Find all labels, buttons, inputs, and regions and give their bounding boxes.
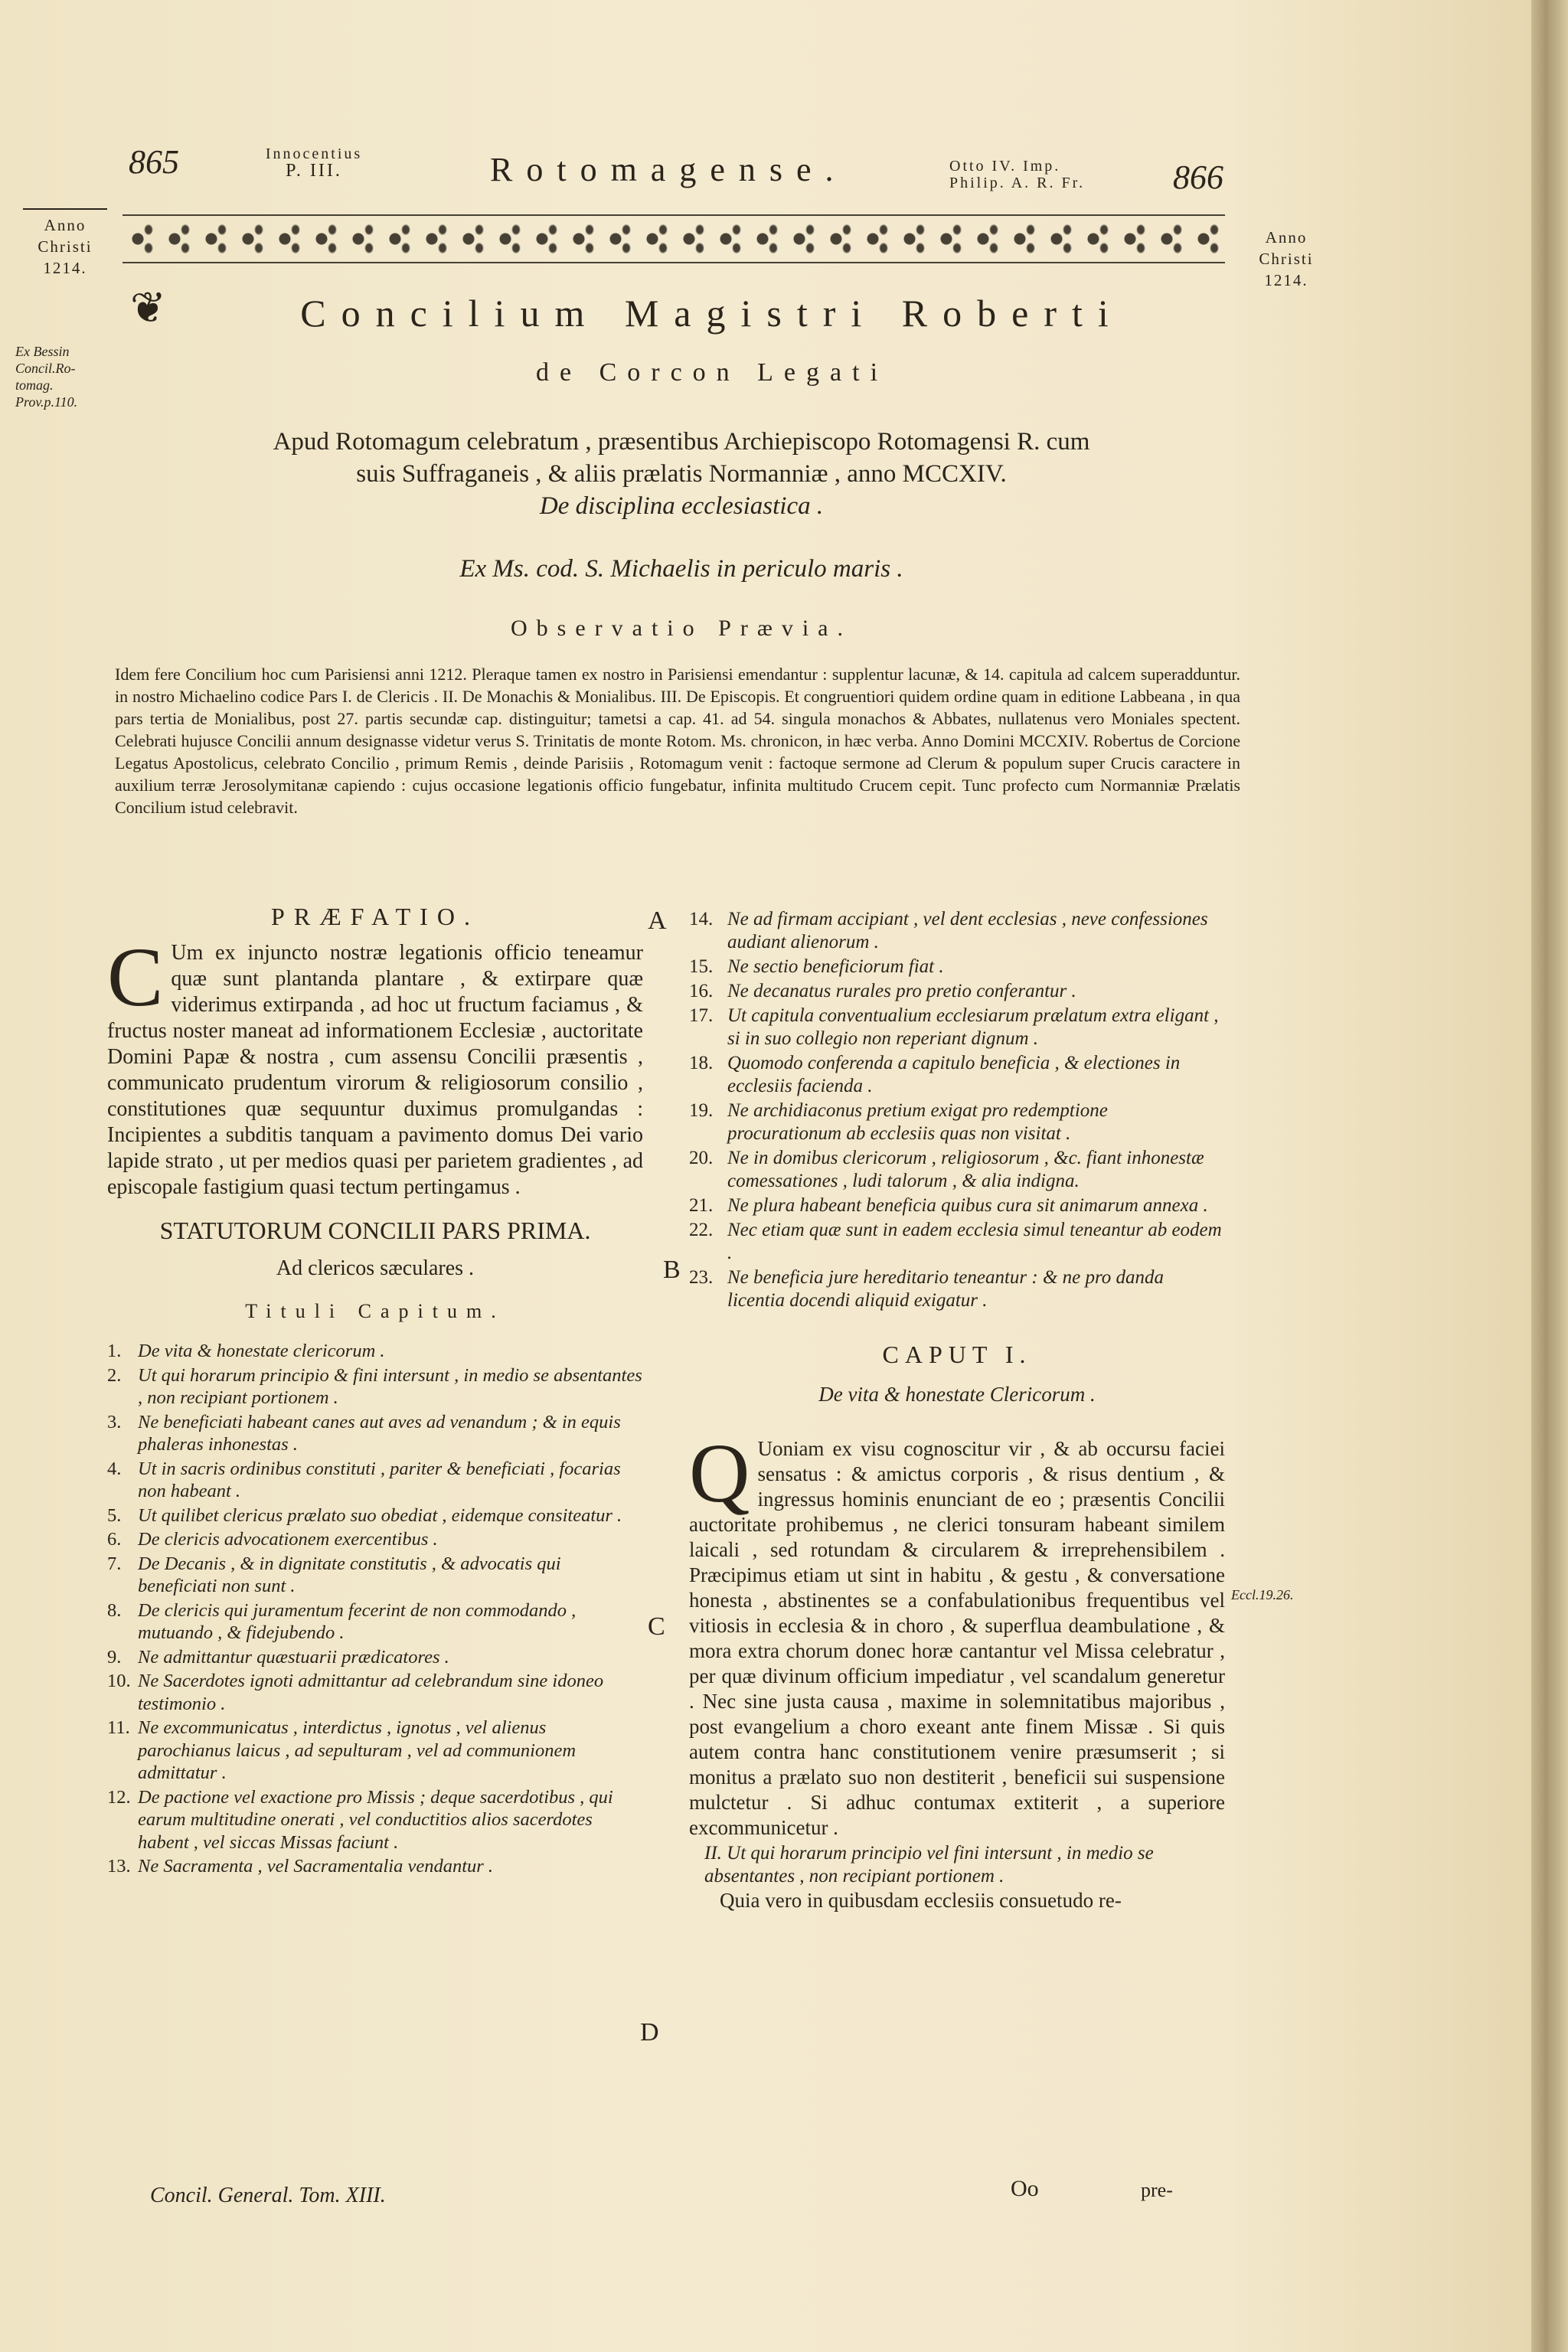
footer-volume: Concil. General. Tom. XIII. (150, 2184, 386, 2207)
item-number: 1. (107, 1341, 122, 1361)
source-line: Ex Ms. cod. S. Michaelis in periculo maris . (459, 555, 903, 583)
item-number: 13. (107, 1856, 131, 1877)
running-head-pope (253, 145, 375, 179)
item-number: 6. (107, 1529, 122, 1550)
pope-line2: P. III. (286, 161, 342, 181)
caput-subtitle: De vita & honestate Clericorum . (818, 1383, 1096, 1406)
item-text: Ne excommunicatus , interdictus , ignotus , vel alienus parochianus laicus , ad sepulturam , vel ad communionem admittatur . (138, 1717, 577, 1783)
item-text: Ne in domibus clericorum , religiosorum , &c. fiant inhonestæ comessationes , ludi talorum , & alia indigna. (727, 1148, 1204, 1191)
item-number: 8. (107, 1599, 122, 1621)
item-number: 17. (689, 1005, 714, 1026)
item-number: 18. (689, 1053, 714, 1073)
left-column (107, 903, 643, 1880)
item-text: Ne ad firmam accipiant , vel dent ecclesias , neve confessiones audiant alienorum . (727, 909, 1208, 952)
item-text: De pactione vel exactione pro Missis ; deque sacerdotibus , qui earum multitudine onerati , vel conductitios alios sacerdotes habent , vel siccas Missas faciunt . (138, 1786, 613, 1853)
list-item (107, 1717, 643, 1785)
praefatio-paragraph (107, 930, 643, 1200)
item-text: De clericis advocationem exercentibus . (138, 1529, 438, 1550)
observatio-text: Idem fere Concilium hoc cum Parisiensi anni 1212. Pleraque tamen ex nostro in Parisiensi emendantur : supplentur lacunæ, & 14. capitula ad calcem superadduntur. in nostro Michaelino codice Pars I. de Clericis . II. De Monachis & Monialibus. III. De Episcopis. Et congruentiori quidem ordine quam in editione Labbeana , in qua pars tertia de Monialibus, post 27. partis secundæ cap. distinguitur; tametsi a cap. 41. ad 54. singula monachos & Abbates, nullatenus vero Moniales spectent. Celebrati hujusce Concilii annum designasse videtur verus S. Trinitatis de monte Rotom. Ms. chronicon, in hæc verba. Anno Domini MCCXIV. Robertus de Corcione Legatus Apostolicus, celebrato Concilio , primum Remis , deinde Parisiis , Rotomagum venit : factoque sermone ad Clerum & populum super Crucis caractere in auxilium terræ Jerosolymitanæ capiendo : cujus occasione legationis officio fungebatur, infinita multitudo Crucem cepit. Tunc profecto cum Normanniæ Prælatis Concilium istud celebravit. (115, 665, 1240, 817)
council-subtitle: de Corcon Legati (535, 358, 889, 387)
item-number: 12. (107, 1786, 131, 1808)
margin-letter-d: D (640, 2018, 659, 2047)
year-left-line1: Anno (44, 216, 87, 234)
year-right (1240, 227, 1332, 291)
year-left-line3: 1214. (43, 259, 87, 277)
item-number: 20. (689, 1148, 714, 1168)
item-number: 23. (689, 1267, 714, 1288)
caput-heading: CAPUT I. (882, 1341, 1032, 1368)
list-item (107, 1855, 643, 1878)
pars-prima-sub: Ad clericos sæculares . (276, 1256, 475, 1280)
list-item (107, 1553, 643, 1598)
item-number: 15. (689, 956, 714, 977)
signature-mark: Oo (1011, 2176, 1039, 2201)
tituli-list (107, 1340, 643, 1878)
item-number: 11. (107, 1717, 130, 1738)
praefatio-heading: PRÆFATIO. (271, 903, 479, 930)
catchword: pre- (1141, 2179, 1173, 2201)
margin-letter-c: C (648, 1612, 665, 1641)
item-text: Ut capitula conventualium ecclesiarum prælatum extra eligant , si in suo collegio non reperiant dignum . (727, 1005, 1219, 1049)
list-item (107, 1411, 643, 1456)
item-number: 22. (689, 1220, 714, 1240)
item-text: Ne Sacerdotes ignoti admittantur ad celebrandum sine idoneo testimonio . (138, 1671, 604, 1714)
emperor-line1: Otto IV. Imp. (949, 158, 1061, 175)
item-number: 21. (689, 1195, 714, 1216)
title-desc-line2: suis Suffraganeis , & aliis prælatis Normanniæ , anno MCCXIV. (356, 460, 1007, 488)
item-text: Nec etiam quæ sunt in eadem ecclesia simul teneantur ab eodem . (727, 1220, 1222, 1263)
item-text: Ne admittantur quæstuarii prædicatores . (138, 1646, 449, 1668)
item-text: Ut qui horarum principio & fini intersunt , in medio se absentantes , non recipiant portionem . (138, 1364, 642, 1408)
item-number: 14. (689, 909, 714, 929)
list-item (689, 1219, 1225, 1265)
margin-source-line3: tomag. (15, 377, 54, 393)
list-item (689, 1194, 1225, 1217)
year-right-line3: 1214. (1264, 271, 1308, 289)
list-item (107, 1528, 643, 1551)
item-text: Ut in sacris ordinibus constituti , pariter & beneficiati , focarias non habeant . (138, 1458, 621, 1501)
title-desc-line3: De disciplina ecclesiastica . (539, 492, 824, 520)
caput-text: Uoniam ex visu cognoscitur vir , & ab occursu faciei sensatus : & amictus corporis , & risus dentium , & ingressus hominis enunciant de eo ; præsentis Concilii auctoritate prohibemus , ne clerici tonsuram habeant similem laicali , sed rotundam & circularem & irreprehensibilem . Præcipimus etiam ut sint in habitu , & gestu , & conversatione honesta , abstinentes se a confabulationibus frequentibus vel vitiosis in ecclesia & in choro , & superflua deambulatione , & mora extra chorum donec horæ cantantur vel Missa celebratur , per quæ divinum officium impediatur , vel scandalum generetur . Nec sine justa causa , maxime in solemnitatibus majoribus , post evangelium a choro exeant ante finem Missæ . Si quis autem contra hanc constitutionem venire præsumserit ; si monitus a prælato suo non destiterit , beneficii sui suspensione mulctetur . Si adhuc contumax extiterit , a superiore excommunicetur . (689, 1437, 1225, 1839)
list-item (107, 1364, 643, 1410)
list-item (689, 1147, 1225, 1193)
caput-ii-title: II. Ut qui horarum principio vel fini intersunt , in medio se absentantes , non recipiant portionem . (704, 1843, 1154, 1886)
item-text: Ne archidiaconus pretium exigat pro redemptione procurationum ab ecclesiis quas non visitat . (727, 1100, 1108, 1144)
praefatio-dropcap: C (107, 930, 164, 1024)
list-item (689, 980, 1225, 1003)
emperor-line2: Philip. A. R. Fr. (949, 175, 1086, 191)
item-number: 16. (689, 981, 714, 1001)
margin-reference: Eccl.19.26. (1231, 1587, 1294, 1602)
praefatio-text: Um ex injuncto nostræ legationis officio teneamur quæ sunt plantanda plantare , & extirpare quæ viderimus extirpanda , ad hoc ut fructum faciamus , & fructus noster maneat ad informationem Ecclesiæ , auctoritate Domini Papæ & nostra , cum assensu Concilii præsentis , communicato prudentum virorum & religiosorum consilio , constitutiones quæ sequuntur duximus promulgandas : Incipientes a subditis tanquam a pavimento domus Dei vario lapide strato , ut per medios quasi per parietem gradientes , ad episcopale fastigium quasi tectum pertingamus . (107, 941, 643, 1199)
item-number: 2. (107, 1364, 122, 1386)
observatio-heading: Observatio Prævia. (511, 616, 852, 641)
tituli-list-continued (689, 908, 1225, 1312)
list-item (107, 1504, 643, 1527)
caput-ii-text: Quia vero in quibusdam ecclesiis consuetudo re- (720, 1889, 1122, 1912)
item-text: Quomodo conferenda a capitulo beneficia , & electiones in ecclesiis facienda . (727, 1053, 1181, 1096)
page-number-right: 866 (1173, 158, 1223, 196)
list-item (107, 1670, 643, 1715)
running-title: Rotomagense. (490, 151, 848, 188)
item-text: De clericis qui juramentum fecerint de non commodando , mutuando , & fidejubendo . (138, 1599, 577, 1643)
item-text: Ne sectio beneficiorum fiat . (727, 956, 944, 977)
margin-letter-a: A (648, 906, 667, 935)
running-head-emperor (949, 158, 1141, 191)
year-left (23, 208, 107, 279)
pope-line1: Innocentius (265, 145, 363, 162)
item-text: Ne beneficiati habeant canes aut aves ad venandum ; & in equis phaleras inhonestas . (138, 1411, 621, 1455)
year-left-line2: Christi (38, 237, 93, 256)
page-number-left: 865 (129, 143, 179, 181)
item-number: 4. (107, 1458, 122, 1479)
item-number: 10. (107, 1671, 131, 1691)
item-number: 7. (107, 1553, 122, 1574)
margin-source-line1: Ex Bessin (15, 344, 70, 359)
list-item (107, 1458, 643, 1503)
year-right-line1: Anno (1265, 228, 1308, 247)
item-text: Ne Sacramenta , vel Sacramentalia vendantur . (138, 1856, 494, 1877)
item-text: Ut quilibet clericus prælato suo obediat , eidemque consiteatur . (138, 1504, 622, 1526)
title-desc-line1: Apud Rotomagum celebratum , præsentibus Archiepiscopo Rotomagensi R. cum (273, 428, 1090, 456)
item-text: Ne plura habeant beneficia quibus cura sit animarum annexa . (727, 1195, 1208, 1216)
list-item (689, 1099, 1225, 1145)
list-item (689, 956, 1225, 978)
margin-source-note (15, 343, 115, 410)
item-number: 5. (107, 1504, 122, 1526)
caput-dropcap: Q (689, 1426, 750, 1520)
margin-source-line2: Concil.Ro- (15, 361, 76, 376)
year-right-line2: Christi (1259, 250, 1314, 268)
pars-prima-heading: STATUTORUM CONCILII PARS PRIMA. (159, 1217, 591, 1244)
item-text: Ne beneficia jure hereditario teneantur : & ne pro danda licentia docendi aliquid exigatur . (727, 1267, 1165, 1311)
fleuron-icon: ❦ (130, 285, 166, 332)
list-item (107, 1786, 643, 1854)
margin-letter-b: B (663, 1256, 681, 1284)
list-item (689, 1004, 1225, 1050)
tituli-heading: Tituli Capitum. (245, 1300, 505, 1322)
list-item (107, 1340, 643, 1363)
item-text: Ne decanatus rurales pro pretio conferantur . (727, 981, 1076, 1001)
item-number: 9. (107, 1646, 122, 1668)
item-text: De vita & honestate clericorum . (138, 1341, 385, 1361)
book-gutter (1531, 0, 1568, 2352)
list-item (689, 1266, 1225, 1312)
council-title: Concilium Magistri Roberti (300, 292, 1124, 335)
list-item (107, 1599, 643, 1645)
title-description (130, 426, 1233, 522)
decorative-border (122, 214, 1225, 263)
margin-source-line4: Prov.p.110. (15, 394, 78, 410)
item-number: 3. (107, 1411, 122, 1432)
item-text: De Decanis , & in dignitate constitutis , & advocatis qui beneficiati non sunt . (138, 1553, 561, 1596)
right-column (689, 908, 1225, 1913)
list-item (107, 1646, 643, 1669)
list-item (689, 1052, 1225, 1098)
list-item (689, 908, 1225, 954)
item-number: 19. (689, 1100, 714, 1121)
caput-paragraph (689, 1426, 1225, 1841)
